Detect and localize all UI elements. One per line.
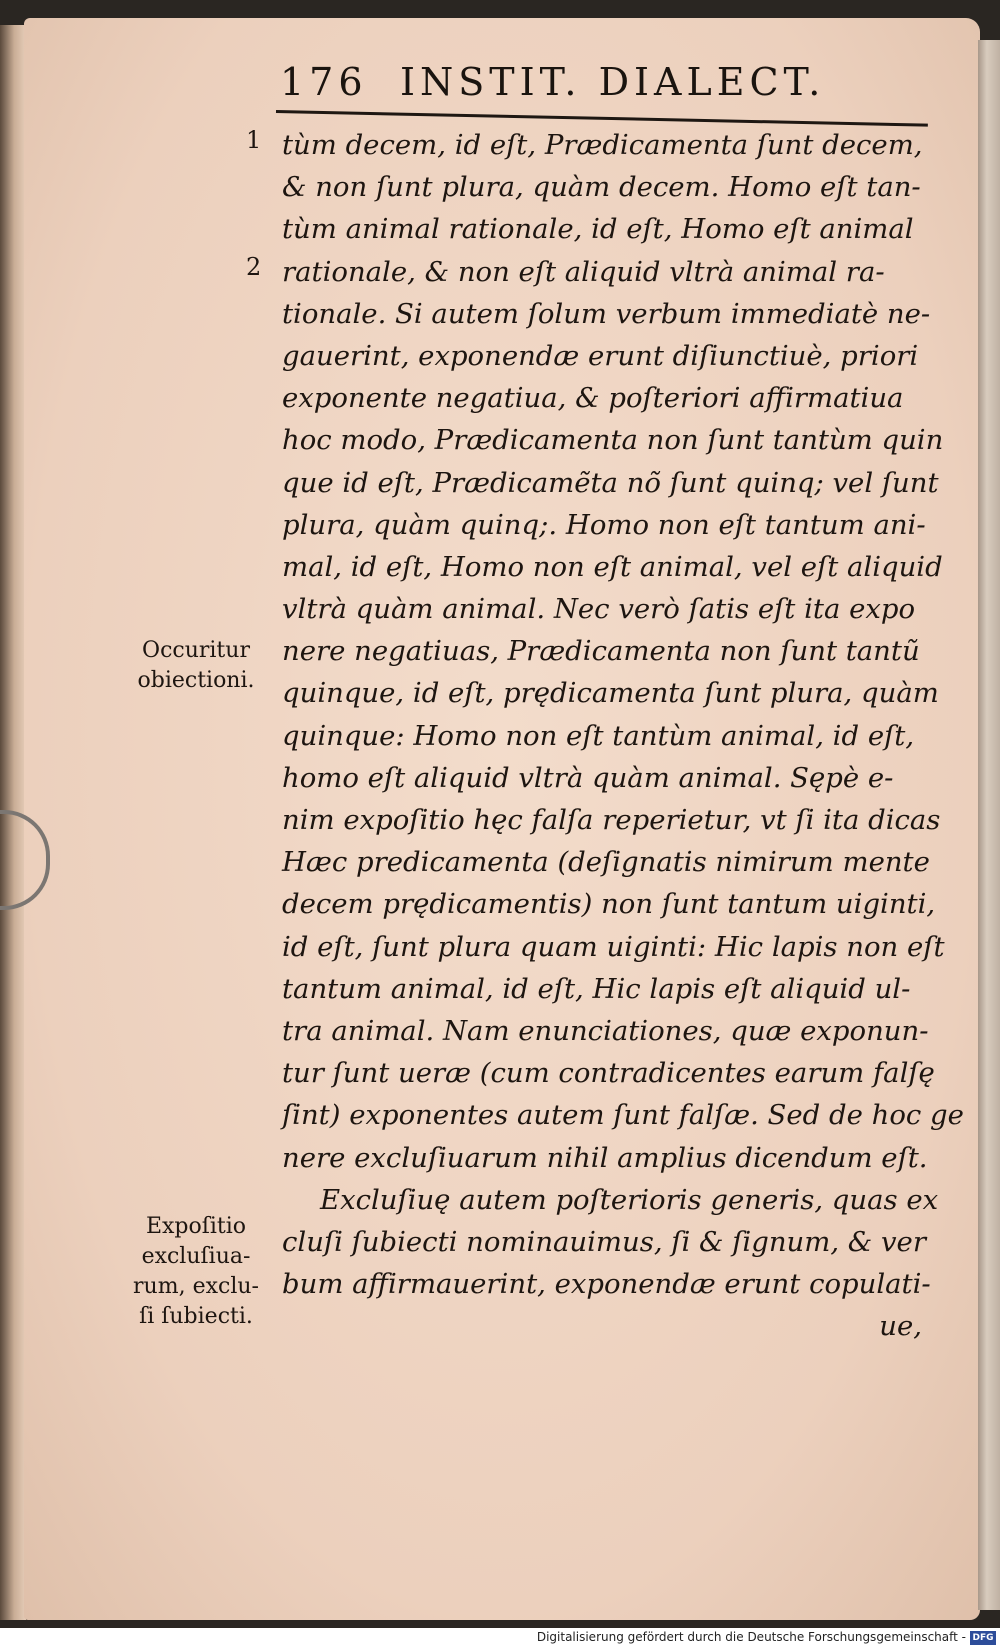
- text-line: Hæc predicamenta (deſignatis nimirum mente: [282, 846, 930, 879]
- margin-note-line: Expoſitio: [145, 1214, 247, 1239]
- text-line: nere negatiuas, Prædicamenta non ſunt tantũ: [282, 635, 920, 668]
- margin-note-line: obiectioni.: [137, 668, 255, 693]
- text-line: rationale, & non eſt aliquid vltrà animal ra-: [282, 255, 885, 288]
- text-line: cluſi ſubiecti nominauimus, ſi & ſignum, & ver: [282, 1225, 926, 1258]
- text-line: & non ſunt plura, quàm decem. Homo eſt tan-: [282, 171, 921, 204]
- margin-note-objection: [126, 636, 266, 696]
- dfg-logo: DFG: [970, 1631, 996, 1645]
- text-line: mal, id eſt, Homo non eſt animal, vel eſt aliquid: [282, 550, 943, 583]
- text-line: exponente negatiua, & poſteriori affirmatiua: [282, 382, 904, 415]
- text-line: tur ſunt ueræ (cum contradicentes earum falſę: [282, 1057, 935, 1090]
- text-line: plura, quàm quinq;. Homo non eſt tantum ani-: [282, 508, 926, 541]
- page-number: 176: [280, 60, 368, 104]
- text-line: tùm animal rationale, id eſt, Homo eſt animal: [282, 213, 914, 246]
- margin-note-line: Occuritur: [142, 638, 250, 663]
- text-line: homo eſt aliquid vltrà quàm animal. Sępè e-: [282, 761, 894, 794]
- text-line: hoc modo, Prædicamenta non ſunt tantùm quin: [282, 424, 944, 457]
- margin-note-line: ſi ſubiecti.: [139, 1304, 253, 1329]
- footer-bar: [0, 1628, 1000, 1649]
- page-edges: [978, 40, 1000, 1610]
- body-text: [282, 124, 962, 1347]
- text-line: nim expoſitio hęc falſa reperietur, vt ſi ita dicas: [282, 804, 941, 836]
- footer-credit: Digitalisierung gefördert durch die Deutsche Forschungsgemeinschaft -: [536, 1630, 966, 1644]
- line-number-1: 1: [246, 126, 262, 154]
- text-line: Excluſiuę autem poſterioris generis, quas ex: [320, 1183, 939, 1216]
- text-line: ſint) exponentes autem ſunt falſæ. Sed de hoc ge: [282, 1099, 964, 1132]
- margin-note-line: excluſiua-: [141, 1244, 251, 1269]
- text-line: tionale. Si autem ſolum verbum immediatè ne-: [282, 297, 931, 330]
- running-head: INSTIT. DIALECT.: [400, 60, 826, 104]
- text-line: bum affirmauerint, exponendæ erunt copulati-: [282, 1268, 931, 1301]
- text-line: id eſt, ſunt plura quam uiginti: Hic lapis non eſt: [282, 930, 945, 963]
- text-line: tùm decem, id eſt, Prædicamenta ſunt decem,: [282, 129, 923, 161]
- text-line: quinque, id eſt, prędicamenta ſunt plura, quàm: [282, 677, 939, 710]
- text-line: tantum animal, id eſt, Hic lapis eſt aliquid ul-: [282, 972, 911, 1005]
- text-line: ue,: [879, 1310, 922, 1343]
- text-line: vltrà quàm animal. Nec verò ſatis eſt ita expo: [282, 593, 916, 626]
- margin-note-line: rum, exclu-: [133, 1274, 259, 1299]
- line-number-2: 2: [246, 253, 262, 281]
- text-line: quinque: Homo non eſt tantùm animal, id eſt,: [282, 719, 915, 752]
- page-header: [280, 60, 920, 110]
- text-line: que id eſt, Prædicamẽta nõ ſunt quinq; vel ſunt: [282, 466, 939, 499]
- margin-note-exposition: [118, 1212, 274, 1332]
- text-line: gauerint, exponendæ erunt diſiunctiuè, priori: [282, 339, 919, 372]
- text-line: nere excluſiuarum nihil amplius dicendum eſt.: [282, 1141, 928, 1174]
- text-line: decem prędicamentis) non ſunt tantum uiginti,: [282, 888, 936, 921]
- text-line: tra animal. Nam enunciationes, quæ exponun-: [282, 1014, 929, 1047]
